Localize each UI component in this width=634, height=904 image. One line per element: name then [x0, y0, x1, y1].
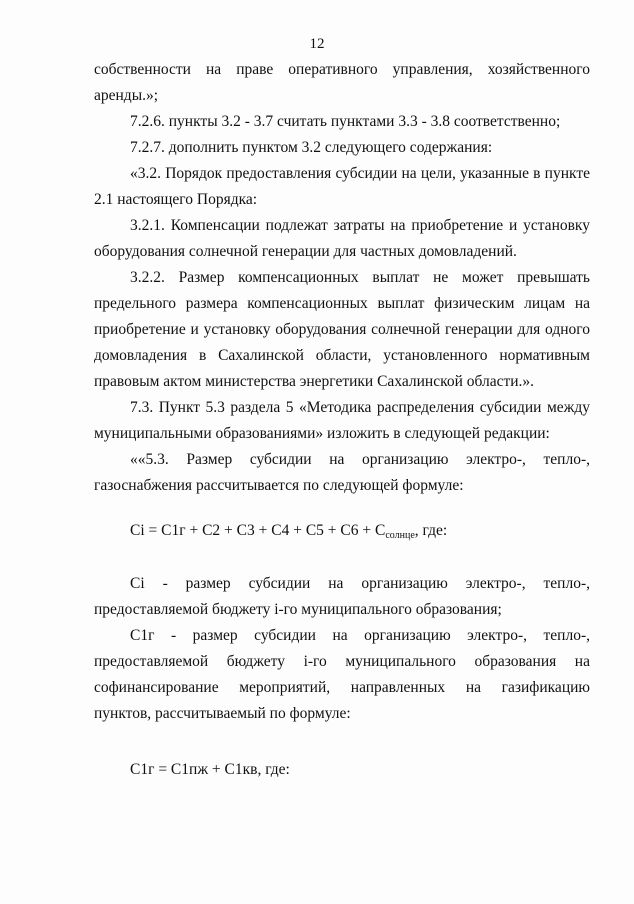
text-line: правовым актом министерства энергетики Сахалинской области.».: [94, 373, 535, 390]
text-line: аренды.»;: [94, 87, 159, 104]
text-line: 7.3. Пункт 5.3 раздела 5 «Методика распределения субсидии между: [130, 399, 590, 416]
text-line: предоставляемой бюджету i-го муниципального образования;: [94, 601, 502, 618]
text-line: предоставляемой бюджету i-го муниципального образования на: [94, 653, 590, 670]
text-line: 2.1 настоящего Порядка:: [94, 191, 258, 208]
body-text-block-1: [94, 57, 590, 499]
text-line: предельного размера компенсационных выплат физическим лицам на: [94, 295, 590, 312]
text-line: 7.2.6. пункты 3.2 - 3.7 считать пунктами 3.3 - 3.8 соответственно;: [130, 113, 561, 130]
text-line: пунктов, рассчитываемый по формуле:: [94, 705, 351, 722]
formula-tail: , где:: [414, 522, 448, 539]
body-text-block-2: [94, 571, 590, 727]
text-line: 7.2.7. дополнить пунктом 3.2 следующего содержания:: [130, 139, 493, 156]
text-line: собственности на праве оперативного управления, хозяйственного: [94, 61, 590, 78]
page-number: 12: [309, 36, 325, 52]
text-line: софинансирование мероприятий, направленных на газификацию: [94, 679, 590, 696]
text-line: Ci - размер субсидии на организацию электро-, тепло-,: [130, 575, 590, 592]
text-line: 3.2.1. Компенсации подлежат затраты на приобретение и установку: [130, 217, 590, 234]
text-line: 3.2.2. Размер компенсационных выплат не может превышать: [130, 269, 590, 286]
formula-main: Ci = C1г + C2 + C3 + C4 + C5 + C6 + C: [130, 522, 386, 539]
text-line: C1г - размер субсидии на организацию электро-, тепло-,: [130, 627, 590, 644]
text-line: газоснабжения рассчитывается по следующей формуле:: [94, 477, 464, 494]
formula-subscript: солнце: [385, 530, 415, 541]
formula-gasification: C1г = C1пж + C1кв, где:: [130, 761, 290, 778]
formula-subsidy-total: [130, 522, 447, 541]
text-line: муниципальными образованиями» изложить в следующей редакции:: [94, 425, 550, 442]
text-line: ««5.3. Размер субсидии на организацию электро-, тепло-,: [130, 451, 590, 468]
text-line: «3.2. Порядок предоставления субсидии на цели, указанные в пункте: [130, 165, 590, 182]
text-line: оборудования солнечной генерации для частных домовладений.: [94, 243, 517, 260]
text-line: приобретение и установку оборудования солнечной генерации для одного: [94, 321, 590, 338]
text-line: домовладения в Сахалинской области, установленного нормативным: [94, 347, 590, 364]
